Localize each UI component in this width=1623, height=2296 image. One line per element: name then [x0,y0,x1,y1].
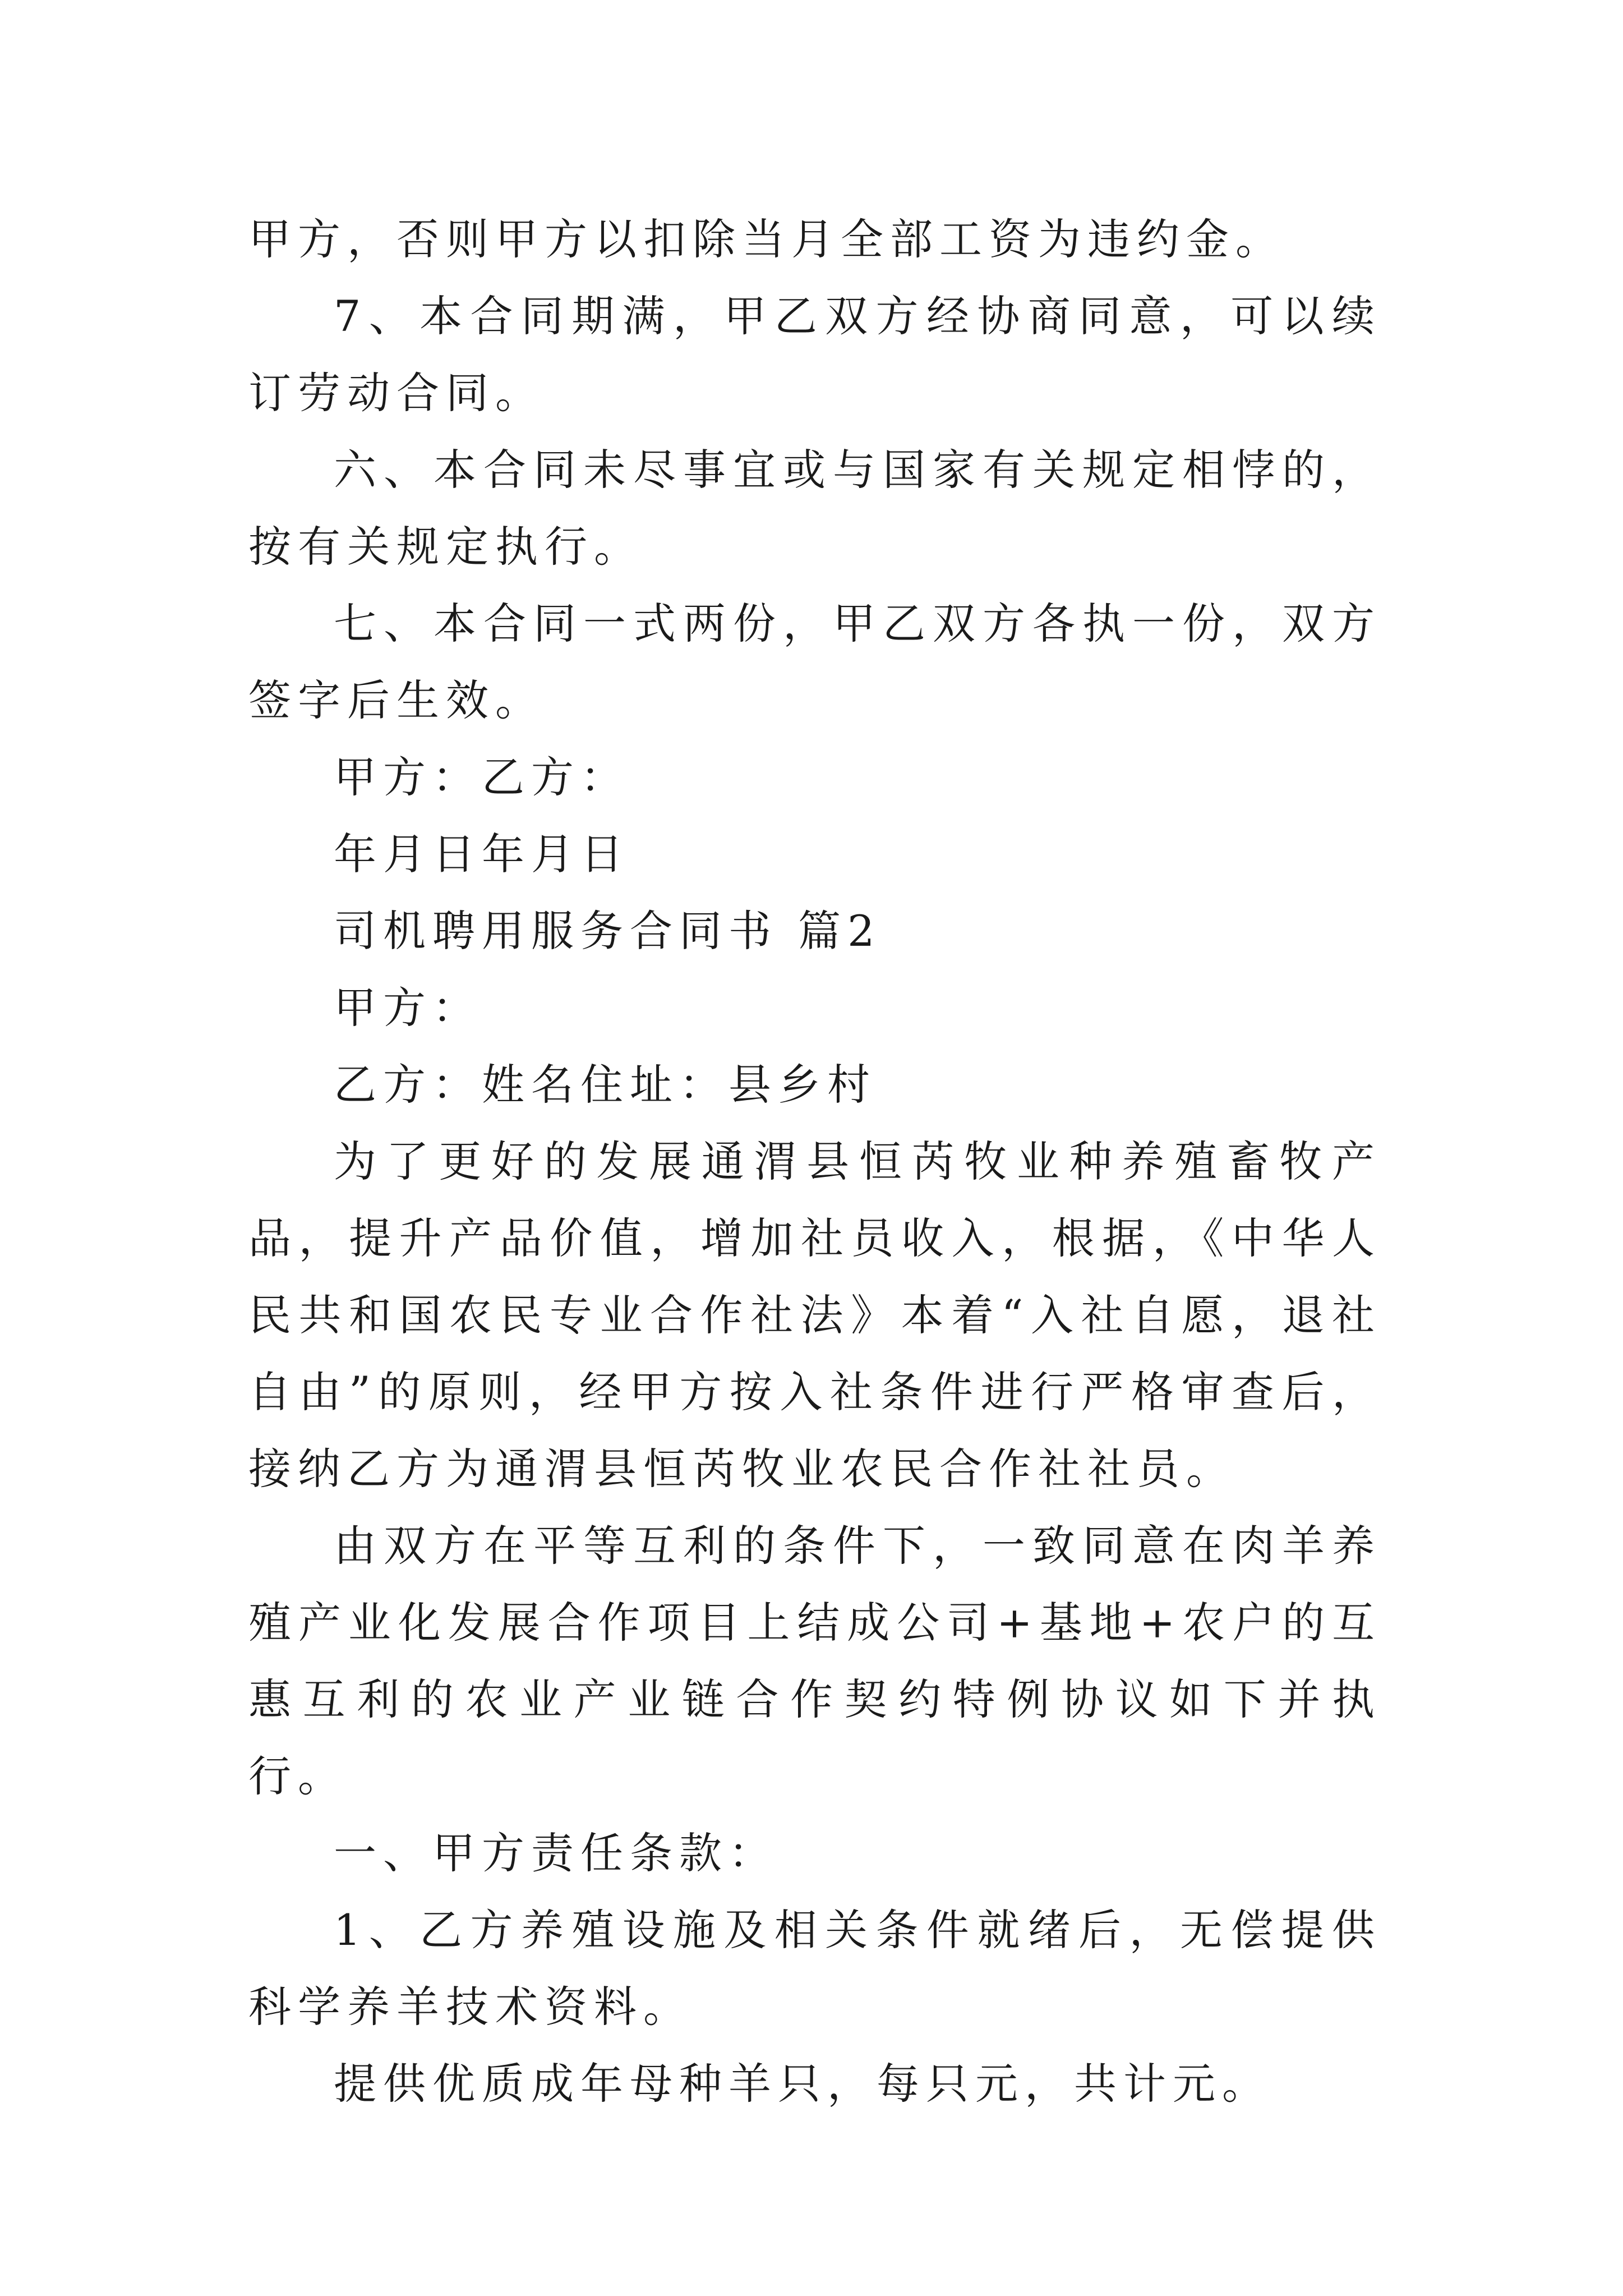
paragraph: 七、本合同一式两份，甲乙双方各执一份，双方签字后生效。 [248,599,1381,725]
paragraph: 甲方，否则甲方以扣除当月全部工资为违约金。 [248,214,1285,264]
party-b-line: 乙方：姓名住址：县乡村 [334,1060,877,1110]
paragraph: 由双方在平等互利的条件下，一致同意在肉羊养殖产业化发展合作项目上结成公司+基地+农户的互惠互利的农业产业链合作契约特例协议如下并执行。 [248,1521,1381,1801]
paragraph: 为了更好的发展通渭县恒芮牧业种养殖畜牧产品，提升产品价值，增加社员收入，根据，《中华人民共和国农民专业合作社法》本着“入社自愿，退社自由”的原则，经甲方按入社条件进行严格审查后，接纳乙方为通渭县恒芮牧业农民合作社社员。 [248,1137,1381,1494]
document-body [248,201,1381,2122]
paragraph: 提供优质成年母种羊只，每只元，共计元。 [334,2059,1271,2109]
paragraph: 六、本合同未尽事宜或与国家有关规定相悖的，按有关规定执行。 [248,445,1381,572]
paragraph: 1、乙方养殖设施及相关条件就绪后，无偿提供科学养羊技术资料。 [248,1905,1381,2032]
section-title: 司机聘用服务合同书 篇2 [334,906,882,956]
clause-heading: 一、甲方责任条款： [334,1828,778,1878]
signature-parties-line: 甲方：乙方： [334,752,630,802]
party-a-line: 甲方： [334,983,482,1033]
paragraph: 7、本合同期满，甲乙双方经协商同意，可以续订劳动合同。 [248,291,1381,418]
signature-date-line: 年月日年月日 [334,829,630,879]
